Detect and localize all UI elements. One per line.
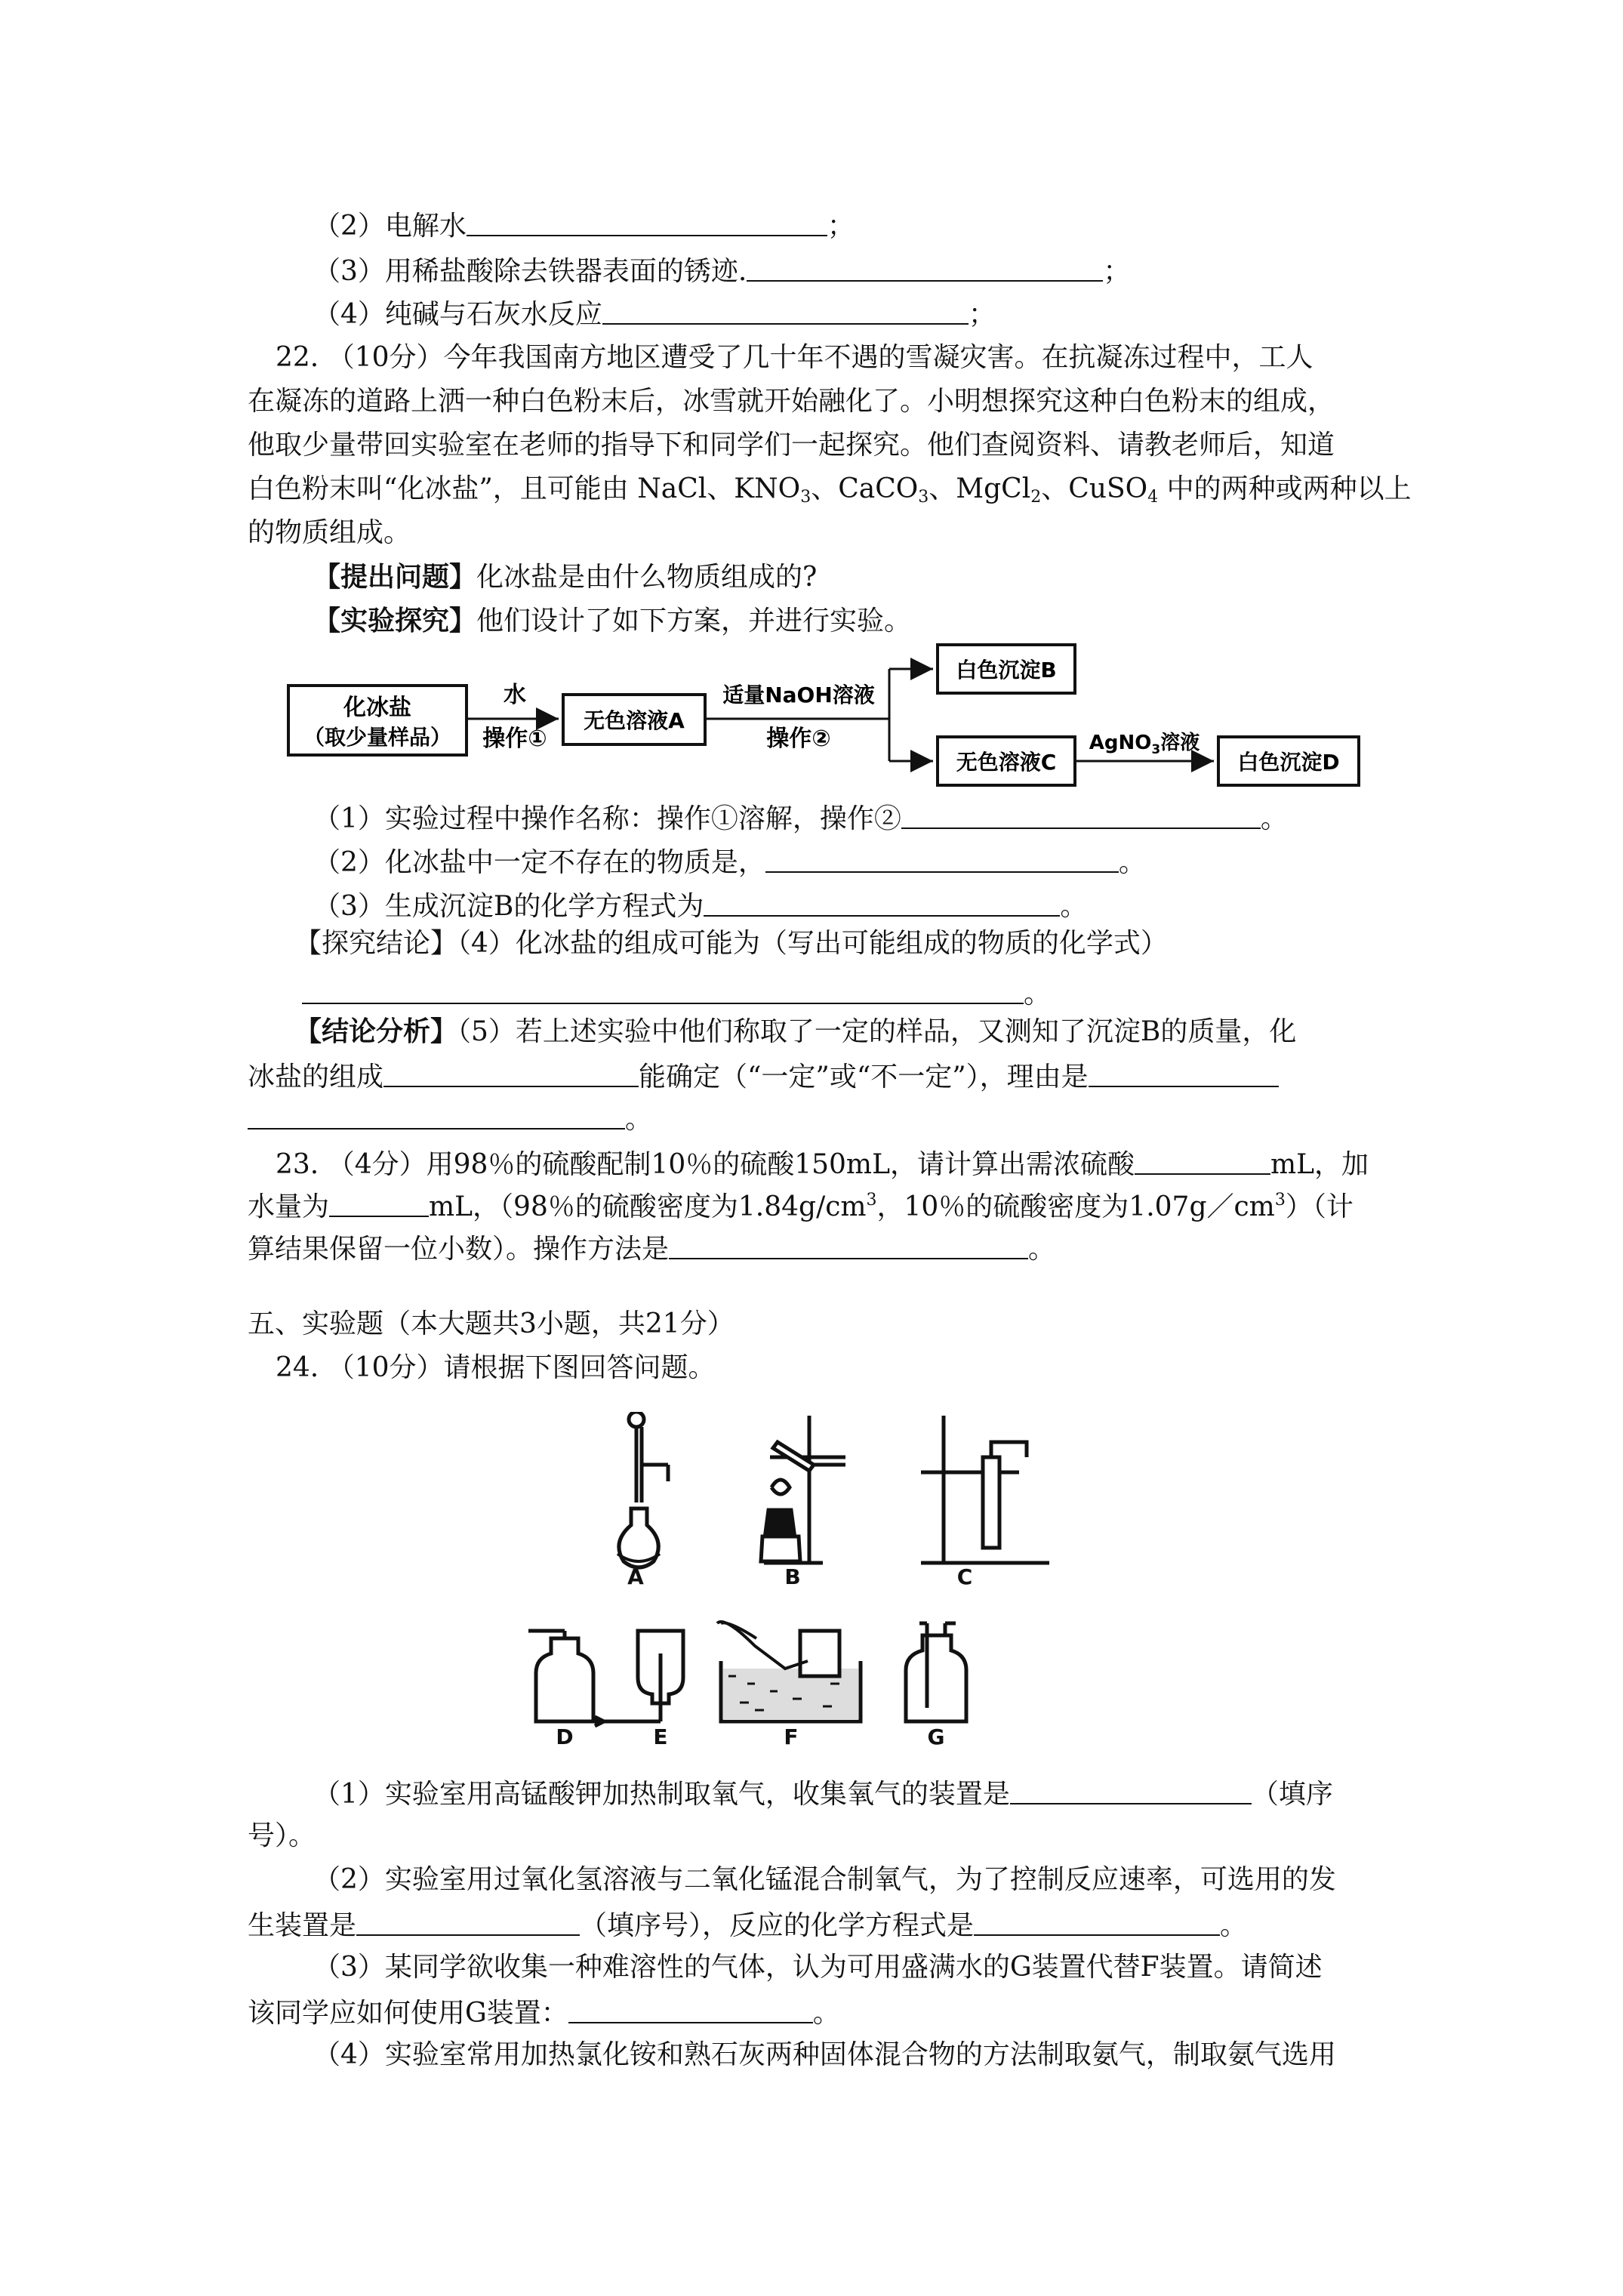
label-c: C — [956, 1564, 973, 1589]
answer-blank[interactable] — [467, 208, 827, 236]
apparatus-c-icon — [921, 1416, 1049, 1563]
label-f: F — [784, 1724, 799, 1749]
label-e: E — [653, 1724, 668, 1749]
answer-blank[interactable] — [302, 975, 1024, 1004]
box-sample-title: 化冰盐 — [343, 695, 411, 721]
answer-blank[interactable] — [1135, 1146, 1270, 1175]
q24-item-4: （4）实验室常用加热氯化铵和熟石灰两种固体混合物的方法制取氨气，制取氨气选用 — [313, 2039, 1336, 2070]
q24-item-2-cont: 生装置是 （填序号），反应的化学方程式是 。 — [248, 1907, 1247, 1943]
q22-intro-line-5: 的物质组成。 — [248, 517, 411, 548]
answer-blank[interactable] — [356, 1907, 580, 1936]
box-sample-subtitle: （取少量样品） — [303, 725, 452, 750]
apparatus-d-icon — [528, 1626, 593, 1721]
q24-item-3-cont: 该同学应如何使用G装置： 。 — [248, 1995, 840, 2030]
q24-item-2: （2）实验室用过氧化氢溶液与二氧化锰混合制氧气，为了控制反应速率，可选用的发 — [313, 1864, 1336, 1895]
box-solution-c — [938, 737, 1075, 785]
experiment-flowchart — [279, 634, 1381, 793]
q22-analysis: 【结论分析】（5）若上述实验中他们称取了一定的样品，又测知了沉淀B的质量，化 — [294, 1015, 1297, 1047]
label-d: D — [556, 1724, 574, 1749]
section-label: 【实验探究】 — [313, 605, 477, 636]
answer-blank[interactable] — [974, 1907, 1220, 1936]
box-sample — [288, 686, 467, 755]
q21-item-2-text: （2）电解水 — [313, 211, 467, 242]
q24-item-1: （1）实验室用高锰酸钾加热制取氧气，收集氧气的装置是 （填序 — [313, 1776, 1333, 1811]
answer-blank[interactable] — [568, 1995, 813, 2023]
label-water: 水 — [504, 682, 526, 708]
label-op2: 操作② — [766, 726, 831, 752]
box-precipitate-d — [1218, 737, 1359, 785]
apparatus-figure — [528, 1412, 1147, 1767]
answer-blank[interactable] — [248, 1101, 625, 1130]
q21-item-4: （4）纯碱与石灰水反应 ； — [313, 296, 996, 331]
apparatus-a-icon — [617, 1412, 668, 1567]
q22-item-1: （1）实验过程中操作名称：操作①溶解，操作② 。 — [313, 800, 1288, 836]
q22-item-3: （3）生成沉淀B的化学方程式为 。 — [313, 888, 1087, 923]
box-solution-a — [563, 695, 705, 744]
label-b: B — [784, 1564, 801, 1589]
label-agno3: AgNO$_3$溶液 — [1089, 732, 1200, 757]
q24-item-1-cont: 号）。 — [248, 1820, 316, 1851]
q22-intro-line-2: 在凝冻的道路上洒一种白色粉末后，冰雪就开始融化了。小明想探究这种白色粉末的组成， — [248, 386, 1335, 417]
answer-blank[interactable] — [901, 800, 1261, 829]
answer-blank[interactable] — [704, 888, 1060, 917]
q22-intro-line-4: 白色粉末叫“化冰盐”，且可能由 NaCl、$KNO_3$、CaCO$_3$、MgCl$_2$、CuSO$_4$ 中的两种或两种以上 — [248, 473, 1412, 507]
q21-item-2: （2）电解水 ； — [313, 208, 855, 243]
section-label: 【提出问题】 — [313, 561, 477, 593]
apparatus-g-icon — [906, 1623, 966, 1721]
q22-experiment-line: 【实验探究】他们设计了如下方案，并进行实验。 — [313, 605, 912, 636]
q22-item-2: （2）化冰盐中一定不存在的物质是， 。 — [313, 844, 1146, 880]
q23-line-1: 23. （4分）用98％的硫酸配制10％的硫酸150mL，请计算出需浓硫酸 mL，加 — [276, 1146, 1369, 1182]
q24-item-3: （3）某同学欲收集一种难溶性的气体，认为可用盛满水的G装置代替F装置。请简述 — [313, 1952, 1323, 1983]
answer-blank[interactable] — [1010, 1776, 1252, 1804]
section-label: 【探究结论】 — [294, 928, 458, 959]
answer-blank[interactable] — [765, 844, 1119, 873]
q24-intro: 24. （10分）请根据下图回答问题。 — [276, 1352, 716, 1383]
box-precipitate-b-label: 白色沉淀B — [956, 658, 1057, 683]
apparatus-b-icon — [761, 1416, 845, 1563]
apparatus-f-icon — [717, 1622, 861, 1721]
q23-line-3: 算结果保留一位小数）。操作方法是 。 — [248, 1231, 1055, 1266]
apparatus-e-icon — [589, 1631, 683, 1726]
box-solution-a-label: 无色溶液A — [584, 708, 685, 733]
q22-conclusion: 【探究结论】（4）化冰盐的组成可能为（写出可能组成的物质的化学式） — [294, 928, 1168, 959]
section-label: 【结论分析】 — [294, 1015, 458, 1047]
answer-blank[interactable] — [747, 253, 1103, 282]
q22-intro-line-3: 他取少量带回实验室在老师的指导下和同学们一起探究。他们查阅资料、请教老师后，知道 — [248, 430, 1335, 461]
q22-intro-line-1: 22. （10分）今年我国南方地区遭受了几十年不遇的雪凝灾害。在抗凝冻过程中，工人 — [276, 342, 1313, 373]
q22-conclusion-answer: 。 — [302, 975, 1051, 1011]
box-solution-c-label: 无色溶液C — [956, 750, 1057, 775]
label-g: G — [927, 1724, 945, 1749]
q22-analysis-line-2: 冰盐的组成 能确定（“一定”或“不一定”），理由是 — [248, 1059, 1279, 1094]
q23-line-2: 水量为 mL，（98％的硫酸密度为$1.84g/cm^3$，10％的硫酸密度为$1.07g/cm^3$）（计 — [248, 1188, 1354, 1224]
answer-blank[interactable] — [383, 1059, 639, 1087]
answer-blank[interactable] — [1089, 1059, 1279, 1087]
q22-question-line: 【提出问题】化冰盐是由什么物质组成的? — [313, 561, 818, 593]
label-reagent: 适量NaOH溶液 — [722, 683, 875, 707]
label-op1: 操作① — [482, 726, 547, 752]
box-precipitate-d-label: 白色沉淀D — [1237, 750, 1340, 775]
section-heading: 五、实验题（本大题共3小题，共21分） — [248, 1308, 735, 1339]
answer-blank[interactable] — [602, 296, 969, 325]
answer-blank[interactable] — [669, 1231, 1028, 1259]
box-precipitate-b — [938, 645, 1075, 693]
q22-analysis-line-3: 。 — [248, 1101, 652, 1136]
q21-item-4-text: （4）纯碱与石灰水反应 — [313, 299, 602, 330]
q21-item-3-text: （3）用稀盐酸除去铁器表面的锈迹. — [313, 256, 747, 287]
answer-blank[interactable] — [329, 1188, 429, 1217]
label-a: A — [627, 1564, 644, 1589]
q21-item-3: （3）用稀盐酸除去铁器表面的锈迹. ； — [313, 253, 1130, 288]
